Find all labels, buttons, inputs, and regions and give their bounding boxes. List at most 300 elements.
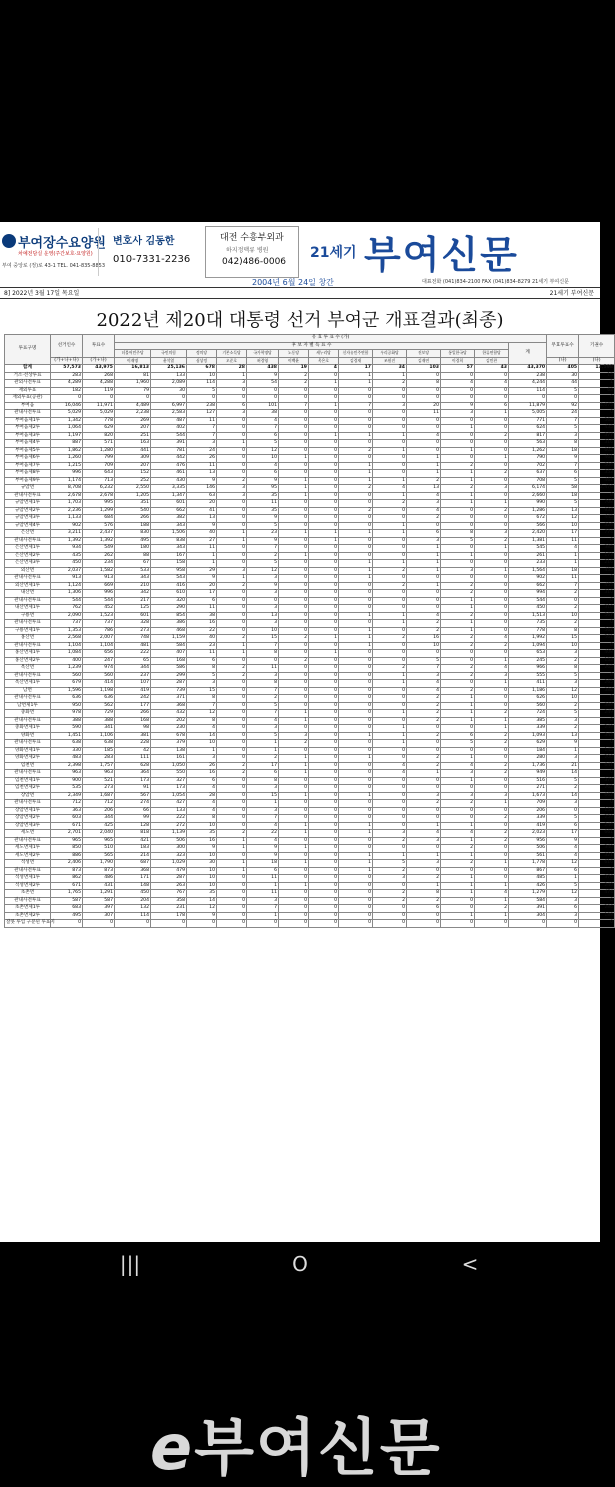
row-value: 0 bbox=[309, 672, 339, 680]
row-value: 767 bbox=[151, 890, 187, 898]
row-value: 9 bbox=[187, 477, 217, 485]
row-value: 411 bbox=[509, 680, 547, 688]
row-value: 0 bbox=[475, 597, 509, 605]
row-value: 341 bbox=[83, 725, 115, 733]
back-button-icon[interactable]: < bbox=[461, 1252, 479, 1276]
table-row bbox=[5, 612, 615, 620]
row-region: 양화면제2투 bbox=[5, 755, 51, 763]
row-value: 0 bbox=[373, 395, 407, 403]
row-value: 0 bbox=[217, 695, 247, 703]
row-region: 옥산면 bbox=[5, 665, 51, 673]
row-value: 391 bbox=[509, 905, 547, 913]
row-value: 0 bbox=[217, 507, 247, 515]
row-value: 672 bbox=[509, 515, 547, 523]
row-value: 7 bbox=[407, 665, 441, 673]
row-value: 28 bbox=[187, 792, 217, 800]
row-value: 1 bbox=[373, 492, 407, 500]
row-value: 4 bbox=[475, 380, 509, 388]
row-value: 679 bbox=[51, 680, 83, 688]
row-region: 관외사전투표 bbox=[5, 380, 51, 388]
row-value: 1 bbox=[339, 612, 373, 620]
row-value: 1 bbox=[373, 852, 407, 860]
candidate-party: 국가혁명당 bbox=[247, 350, 279, 358]
nursing-home-ad[interactable] bbox=[0, 230, 106, 276]
row-value: 2 bbox=[247, 695, 279, 703]
row-value: 1 bbox=[475, 455, 509, 463]
row-value: 0 bbox=[339, 882, 373, 890]
row-value: 8,708 bbox=[51, 485, 83, 493]
row-value: 26 bbox=[187, 455, 217, 463]
row-value: 2,583 bbox=[151, 410, 187, 418]
table-row bbox=[5, 852, 615, 860]
row-value: 0 bbox=[579, 800, 615, 808]
row-value: 0 bbox=[83, 395, 115, 403]
row-value: 0 bbox=[309, 395, 339, 403]
row-value: 11 bbox=[547, 575, 579, 583]
row-value: 0 bbox=[279, 665, 309, 673]
row-value: 8 bbox=[187, 695, 217, 703]
row-value: 0 bbox=[441, 372, 475, 380]
row-region: 관내사전투표 bbox=[5, 717, 51, 725]
row-value: 1,596 bbox=[51, 687, 83, 695]
row-value: 15 bbox=[247, 635, 279, 643]
table-row bbox=[5, 590, 615, 598]
row-region: 홍산면제1투 bbox=[5, 650, 51, 658]
row-region: 은산면제2투 bbox=[5, 552, 51, 560]
row-value: 299 bbox=[151, 672, 187, 680]
row-value: 2 bbox=[373, 500, 407, 508]
unit-voters: (가+나) bbox=[83, 357, 115, 365]
row-value: 735 bbox=[509, 620, 547, 628]
row-value: 114 bbox=[187, 380, 217, 388]
row-value: 2 bbox=[217, 762, 247, 770]
row-value: 35 bbox=[247, 507, 279, 515]
row-value: 3 bbox=[547, 912, 579, 920]
row-value: 1 bbox=[441, 552, 475, 560]
row-value: 2 bbox=[373, 897, 407, 905]
row-value: 426 bbox=[509, 882, 547, 890]
row-value: 92 bbox=[547, 402, 579, 410]
row-region: 관내사전투표 bbox=[5, 492, 51, 500]
row-value: 0 bbox=[475, 560, 509, 568]
row-value: 8 bbox=[247, 777, 279, 785]
row-value: 636 bbox=[51, 695, 83, 703]
row-value: 1 bbox=[309, 530, 339, 538]
row-value: 1 bbox=[373, 620, 407, 628]
row-value: 6 bbox=[407, 905, 441, 913]
row-region: 장암면 bbox=[5, 792, 51, 800]
row-region: 남면 bbox=[5, 687, 51, 695]
row-value: 1 bbox=[217, 837, 247, 845]
row-value: 222 bbox=[115, 650, 151, 658]
row-value: 461 bbox=[579, 477, 615, 485]
row-value: 3 bbox=[441, 410, 475, 418]
row-value: 0 bbox=[309, 657, 339, 665]
row-value: 0 bbox=[309, 747, 339, 755]
table-row bbox=[5, 815, 615, 823]
row-value: 0 bbox=[339, 395, 373, 403]
row-value: 0 bbox=[373, 455, 407, 463]
row-value: 9 bbox=[441, 402, 475, 410]
row-region: 석성면 bbox=[5, 860, 51, 868]
row-value: 0 bbox=[279, 875, 309, 883]
row-value: 353 bbox=[579, 470, 615, 478]
row-value: 0 bbox=[247, 657, 279, 665]
row-value: 0 bbox=[441, 417, 475, 425]
row-value: 22 bbox=[247, 830, 279, 838]
row-value: 544 bbox=[509, 597, 547, 605]
row-value: 9 bbox=[247, 515, 279, 523]
row-value: 838 bbox=[151, 537, 187, 545]
row-value: 587 bbox=[51, 897, 83, 905]
row-value: 0 bbox=[339, 800, 373, 808]
row-value: 0 bbox=[339, 837, 373, 845]
row-value: 1 bbox=[373, 672, 407, 680]
candidate-name: 이백윤 bbox=[279, 357, 309, 365]
row-value: 0 bbox=[279, 680, 309, 688]
row-value: 0 bbox=[217, 897, 247, 905]
row-value: 641 bbox=[579, 762, 615, 770]
row-value: 671 bbox=[51, 882, 83, 890]
row-value: 0 bbox=[373, 800, 407, 808]
row-value: 0 bbox=[247, 597, 279, 605]
row-value: 430 bbox=[151, 477, 187, 485]
row-value: 0 bbox=[579, 642, 615, 650]
row-value: 163 bbox=[115, 440, 151, 448]
row-value: 0 bbox=[339, 875, 373, 883]
row-value: 183 bbox=[115, 845, 151, 853]
row-value: 4 bbox=[247, 462, 279, 470]
row-value: 0 bbox=[475, 515, 509, 523]
row-value: 0 bbox=[339, 897, 373, 905]
row-value: 0 bbox=[151, 920, 187, 928]
row-value: 0 bbox=[217, 545, 247, 553]
row-value: 202 bbox=[151, 717, 187, 725]
row-value: 445 bbox=[579, 515, 615, 523]
row-value: 168 bbox=[115, 717, 151, 725]
row-value: 0 bbox=[309, 462, 339, 470]
row-value: 11,879 bbox=[509, 402, 547, 410]
row-value: 638 bbox=[83, 740, 115, 748]
row-value: 340 bbox=[579, 845, 615, 853]
row-value: 1 bbox=[309, 537, 339, 545]
row-value: 11,971 bbox=[83, 402, 115, 410]
row-value: 0 bbox=[217, 920, 247, 928]
row-value: 2 bbox=[407, 477, 441, 485]
row-value: 0 bbox=[407, 417, 441, 425]
row-value: 996 bbox=[83, 590, 115, 598]
table-row bbox=[5, 530, 615, 538]
row-value: 58 bbox=[547, 485, 579, 493]
candidate-name: 허경영 bbox=[247, 357, 279, 365]
row-value: 0 bbox=[309, 905, 339, 913]
row-value: 0 bbox=[309, 815, 339, 823]
row-value: 1 bbox=[279, 485, 309, 493]
row-value: 10 bbox=[187, 875, 217, 883]
row-value: 0 bbox=[373, 552, 407, 560]
row-value: 0 bbox=[217, 687, 247, 695]
row-value: 1,291 bbox=[83, 890, 115, 898]
row-value: 57,573 bbox=[51, 365, 83, 373]
row-value: 7 bbox=[247, 642, 279, 650]
row-value: 184 bbox=[509, 747, 547, 755]
table-row bbox=[5, 462, 615, 470]
table-row bbox=[5, 687, 615, 695]
row-value: 43,370 bbox=[509, 365, 547, 373]
row-value: 1,093 bbox=[509, 732, 547, 740]
row-value: 1 bbox=[339, 560, 373, 568]
row-value: 1 bbox=[247, 912, 279, 920]
row-value: 1 bbox=[547, 552, 579, 560]
row-value: 2 bbox=[407, 717, 441, 725]
row-value: 2 bbox=[441, 590, 475, 598]
row-value: 0 bbox=[279, 912, 309, 920]
row-value: 1,054 bbox=[151, 792, 187, 800]
row-value: 0 bbox=[309, 567, 339, 575]
row-region: 장암면제2투 bbox=[5, 815, 51, 823]
row-value: 0 bbox=[309, 470, 339, 478]
row-value: 550 bbox=[151, 770, 187, 778]
row-value: 1 bbox=[441, 890, 475, 898]
row-region: 양화면제1투 bbox=[5, 747, 51, 755]
row-value: 0 bbox=[373, 792, 407, 800]
row-value: 1 bbox=[475, 410, 509, 418]
row-value: 3 bbox=[247, 575, 279, 583]
recent-apps-icon[interactable]: ||| bbox=[119, 1252, 141, 1276]
row-value: 1 bbox=[339, 792, 373, 800]
row-region: 홍산면제2투 bbox=[5, 657, 51, 665]
row-value: 781 bbox=[151, 447, 187, 455]
row-value: 643 bbox=[83, 470, 115, 478]
row-value: 0 bbox=[217, 815, 247, 823]
row-value: 1,260 bbox=[51, 455, 83, 463]
row-value: 0 bbox=[407, 522, 441, 530]
row-value: 0 bbox=[475, 440, 509, 448]
row-value: 0 bbox=[279, 837, 309, 845]
row-value: 1 bbox=[475, 567, 509, 575]
row-value: 990 bbox=[509, 500, 547, 508]
row-value: 966 bbox=[509, 665, 547, 673]
row-value: 0 bbox=[441, 560, 475, 568]
row-value: 1,353 bbox=[51, 627, 83, 635]
row-value: 0 bbox=[247, 920, 279, 928]
row-region: 세도면 bbox=[5, 830, 51, 838]
row-value: 246 bbox=[579, 822, 615, 830]
row-value: 0 bbox=[339, 500, 373, 508]
row-value: 262 bbox=[83, 552, 115, 560]
row-value: 0 bbox=[309, 867, 339, 875]
row-value: 259 bbox=[579, 815, 615, 823]
row-value: 3 bbox=[217, 485, 247, 493]
row-value: 0 bbox=[279, 462, 309, 470]
row-value: 177 bbox=[115, 702, 151, 710]
row-value: 6 bbox=[187, 777, 217, 785]
row-region: 장암면제1투 bbox=[5, 807, 51, 815]
row-value: 402 bbox=[151, 425, 187, 433]
table-row bbox=[5, 455, 615, 463]
row-value: 1,862 bbox=[51, 447, 83, 455]
row-region: 은산면제3투 bbox=[5, 560, 51, 568]
row-value: 2 bbox=[475, 770, 509, 778]
row-value: 1,280 bbox=[83, 447, 115, 455]
row-value: 0 bbox=[547, 395, 579, 403]
row-value: 886 bbox=[51, 852, 83, 860]
row-region: 관내사전투표 bbox=[5, 620, 51, 628]
row-value: 0 bbox=[441, 920, 475, 928]
row-value: 0 bbox=[547, 597, 579, 605]
row-value: 0 bbox=[309, 575, 339, 583]
row-value: 544 bbox=[83, 597, 115, 605]
row-value: 17 bbox=[547, 530, 579, 538]
row-region: 규암면 bbox=[5, 485, 51, 493]
row-value: 1 bbox=[441, 717, 475, 725]
row-value: 956 bbox=[509, 837, 547, 845]
row-value: 1 bbox=[373, 740, 407, 748]
row-value: 818 bbox=[115, 830, 151, 838]
row-region: 관내사전투표 bbox=[5, 740, 51, 748]
row-value: 114 bbox=[115, 912, 151, 920]
row-value: 6 bbox=[547, 867, 579, 875]
masthead-name: 부여신문 bbox=[364, 232, 519, 277]
row-value: 1,124 bbox=[51, 582, 83, 590]
row-value: 15 bbox=[547, 635, 579, 643]
row-value: 1 bbox=[279, 792, 309, 800]
table-row bbox=[5, 860, 615, 868]
row-value: 712 bbox=[51, 800, 83, 808]
row-value: 0 bbox=[217, 747, 247, 755]
table-row bbox=[5, 492, 615, 500]
lawyer-ad[interactable] bbox=[98, 228, 199, 276]
home-button-icon[interactable]: O bbox=[292, 1252, 308, 1276]
row-value: 1 bbox=[441, 477, 475, 485]
row-value: 2,398 bbox=[51, 762, 83, 770]
unit-electors: (가+나+다) bbox=[51, 357, 83, 365]
row-value: 0 bbox=[475, 875, 509, 883]
row-value: 1 bbox=[441, 912, 475, 920]
row-value: 178 bbox=[151, 912, 187, 920]
row-value: 0 bbox=[339, 777, 373, 785]
election-results-table bbox=[4, 334, 615, 928]
row-value: 4 bbox=[247, 837, 279, 845]
row-value: 0 bbox=[373, 882, 407, 890]
row-value: 0 bbox=[279, 612, 309, 620]
row-value: 873 bbox=[51, 867, 83, 875]
row-value: 0 bbox=[579, 740, 615, 748]
row-value: 0 bbox=[309, 920, 339, 928]
row-value: 1 bbox=[547, 560, 579, 568]
row-value: 799 bbox=[83, 455, 115, 463]
row-value: 0 bbox=[475, 372, 509, 380]
row-value: 1,084 bbox=[51, 650, 83, 658]
row-value: 1 bbox=[217, 372, 247, 380]
row-value: 2 bbox=[373, 380, 407, 388]
row-value: 965 bbox=[83, 837, 115, 845]
row-value: 2 bbox=[407, 732, 441, 740]
row-value: 0 bbox=[441, 815, 475, 823]
row-region: 규암면제1투 bbox=[5, 500, 51, 508]
row-value: 0 bbox=[441, 507, 475, 515]
row-value: 1,757 bbox=[83, 762, 115, 770]
row-value: 0 bbox=[373, 650, 407, 658]
row-value: 1 bbox=[441, 755, 475, 763]
row-value: 450 bbox=[51, 560, 83, 568]
row-value: 1,342 bbox=[51, 417, 83, 425]
newspaper-page bbox=[0, 222, 614, 1484]
row-value: 0 bbox=[441, 785, 475, 793]
table-row bbox=[5, 650, 615, 658]
row-value: 887 bbox=[51, 440, 83, 448]
row-value: 0 bbox=[441, 897, 475, 905]
row-value: 207 bbox=[115, 462, 151, 470]
clinic-ad[interactable] bbox=[205, 226, 299, 278]
row-value: 1 bbox=[339, 867, 373, 875]
row-value: 1 bbox=[441, 695, 475, 703]
row-value: 1 bbox=[339, 462, 373, 470]
row-value: 0 bbox=[475, 650, 509, 658]
table-row bbox=[5, 740, 615, 748]
row-value: 854 bbox=[151, 612, 187, 620]
row-value: 4 bbox=[407, 687, 441, 695]
table-row bbox=[5, 785, 615, 793]
row-value: 14 bbox=[547, 792, 579, 800]
row-value: 3 bbox=[407, 500, 441, 508]
row-value: 481 bbox=[115, 642, 151, 650]
table-row bbox=[5, 402, 615, 410]
row-value: 133 bbox=[151, 807, 187, 815]
row-value: 1 bbox=[279, 552, 309, 560]
row-value: 157 bbox=[579, 807, 615, 815]
row-value: 273 bbox=[115, 627, 151, 635]
row-value: 2 bbox=[217, 635, 247, 643]
row-value: 138 bbox=[151, 747, 187, 755]
row-value: 249 bbox=[579, 710, 615, 718]
row-value: 2 bbox=[407, 800, 441, 808]
row-value: 0 bbox=[475, 620, 509, 628]
row-value: 416 bbox=[151, 582, 187, 590]
row-value: 0 bbox=[579, 492, 615, 500]
row-value: 283 bbox=[83, 755, 115, 763]
row-value: 309 bbox=[115, 455, 151, 463]
candidate-party: 한류연합당 bbox=[475, 350, 509, 358]
row-value: 438 bbox=[247, 365, 279, 373]
nursing-home-logo-icon bbox=[2, 234, 16, 248]
row-value: 4 bbox=[373, 485, 407, 493]
row-value: 0 bbox=[373, 515, 407, 523]
row-value: 0 bbox=[309, 717, 339, 725]
row-value: 0 bbox=[407, 395, 441, 403]
row-value: 0 bbox=[279, 687, 309, 695]
row-value: 4 bbox=[407, 830, 441, 838]
row-value: 0 bbox=[279, 425, 309, 433]
row-value: 0 bbox=[217, 627, 247, 635]
row-value: 1 bbox=[279, 530, 309, 538]
row-value: 101 bbox=[247, 402, 279, 410]
row-value: 173 bbox=[579, 552, 615, 560]
row-value: 328 bbox=[115, 620, 151, 628]
table-row bbox=[5, 425, 615, 433]
row-value: 495 bbox=[51, 912, 83, 920]
row-value: 0 bbox=[279, 597, 309, 605]
row-value: 0 bbox=[373, 845, 407, 853]
row-value: 287 bbox=[151, 875, 187, 883]
row-region: 세도면제1투 bbox=[5, 845, 51, 853]
row-value: 0 bbox=[373, 537, 407, 545]
row-value: 0 bbox=[373, 462, 407, 470]
row-value: 0 bbox=[373, 545, 407, 553]
row-value: 0 bbox=[309, 837, 339, 845]
row-value: 0 bbox=[579, 537, 615, 545]
row-value: 5 bbox=[247, 732, 279, 740]
